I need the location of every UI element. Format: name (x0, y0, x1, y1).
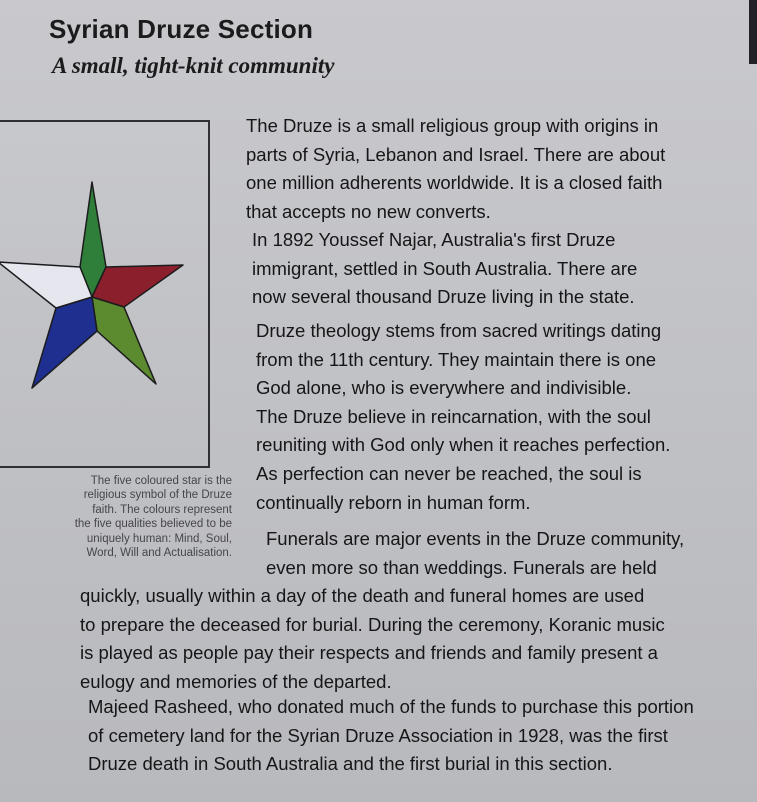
text-line: quickly, usually within a day of the death and funeral homes are used (80, 585, 645, 607)
caption-line: The five coloured star is the (90, 475, 232, 487)
text-line: The Druze believe in reincarnation, with the soul (256, 405, 651, 427)
text-line: that accepts no new converts. (246, 200, 491, 222)
caption-line: the five qualities believed to be (74, 518, 232, 531)
text-line: As perfection can never be reached, the soul is (256, 462, 642, 484)
caption-line: religious symbol of the Druze (83, 489, 232, 502)
frame-edge (749, 0, 757, 64)
text-line: Druze theology stems from sacred writings dating (256, 320, 662, 341)
text-line: of cemetery land for the Syrian Druze Association in 1928, was the first (88, 724, 668, 746)
text-line: one million adherents worldwide. It is a closed faith (246, 172, 663, 194)
star-illustration-panel (0, 120, 210, 468)
text-line: God alone, who is everywhere and indivisible. (256, 377, 632, 399)
sign-title: Syrian Druze Section (49, 14, 314, 44)
text-line: to prepare the deceased for burial. During the ceremony, Koranic music (80, 613, 665, 635)
text-line: eulogy and memories of the departed. (80, 670, 392, 692)
text-line: parts of Syria, Lebanon and Israel. There are about (246, 143, 666, 165)
text-line: Majeed Rasheed, who donated much of the funds to purchase this portion (88, 696, 694, 717)
text-line: immigrant, settled in South Australia. There are (252, 257, 638, 279)
text-line: In 1892 Youssef Najar, Australia's first Druze (252, 229, 616, 250)
caption-line: Word, Will and Actualisation. (86, 547, 232, 560)
text-line: continually reborn in human form. (256, 491, 531, 513)
paragraph-theology (256, 317, 670, 517)
caption-line: faith. The colours represent (92, 503, 232, 516)
text-line: Funerals are major events in the Druze community, (266, 528, 685, 549)
text-line: reuniting with God only when it reaches perfection. (256, 434, 671, 456)
text-line: even more so than weddings. Funerals are held (266, 556, 657, 578)
sign-subtitle: A small, tight-knit community (52, 53, 335, 78)
text-line: The Druze is a small religious group with origins in (246, 115, 659, 136)
text-line: now several thousand Druze living in the state. (252, 286, 635, 308)
star-point-lower-right (92, 297, 156, 384)
text-line: is played as people pay their respects and friends and family present a (80, 642, 658, 664)
star-point-lower-left (32, 297, 97, 388)
text-line: Druze death in South Australia and the first burial in this section. (88, 753, 613, 775)
paragraph-funerals (80, 525, 684, 697)
paragraph-origins (246, 112, 665, 226)
paragraph-first-burial (88, 693, 694, 779)
star-point-left (0, 262, 92, 308)
paragraph-history (252, 226, 637, 312)
text-line: from the 11th century. They maintain there is one (256, 348, 657, 370)
caption-line: uniquely human: Mind, Soul, (86, 532, 232, 545)
druze-star-icon (0, 122, 208, 466)
